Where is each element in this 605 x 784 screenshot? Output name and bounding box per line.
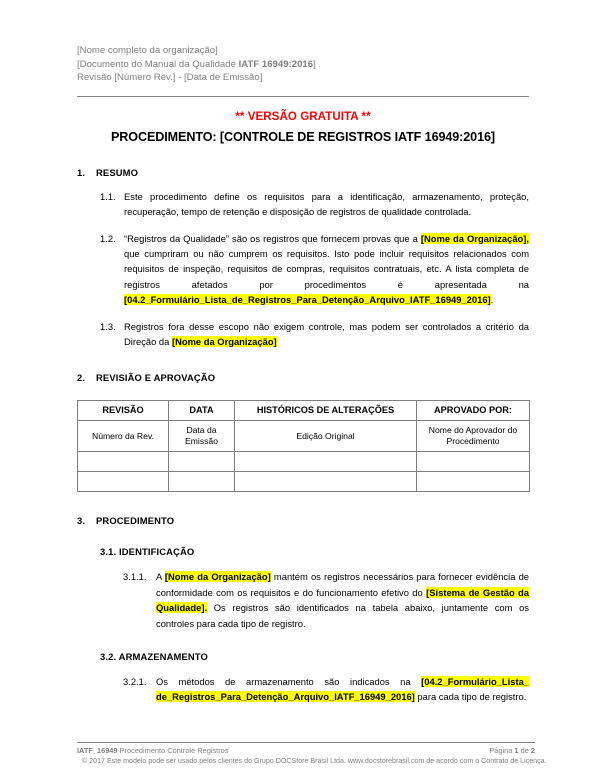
- footer-copyright: © 2017 Este modelo pode ser usado pelos clientes do Grupo DOCStore Brasil Ltda. www.docstorebrasil.com de acordo com o Contrato de Licença.: [82, 756, 547, 765]
- footer-page-pre: Página: [489, 746, 515, 755]
- table-row: [78, 472, 530, 492]
- cell-revisao-2: [78, 452, 169, 472]
- cell-historicos-2: [235, 452, 417, 472]
- cell-revisao-3: [78, 472, 169, 492]
- table-row: [78, 452, 530, 472]
- p12-segment-a: “Registros da Qualidade” são os registros que fornecem provas que a: [124, 232, 421, 244]
- table-col-revisao: REVISÃO: [78, 401, 169, 421]
- table-col-data: DATA: [169, 401, 235, 421]
- header-manual-line: [77, 58, 529, 72]
- paragraph-1-1-text: Este procedimento define os requisitos para a identificação, armazenamento, proteção, recuperação, tempo de retenção e disposição de registros de qualidade controlada.: [124, 190, 529, 218]
- title-block: [77, 111, 529, 144]
- p311-segment-a: A: [156, 571, 165, 583]
- section-3-number: 3.: [77, 515, 86, 527]
- section-1-number: 1.: [77, 166, 86, 178]
- cell-data-2: [169, 452, 235, 472]
- p321-highlight-form: [04.2_Formulário_Lista_ de_Registros_Para_Detenção_Arquivo_IATF_16949_2016]: [156, 676, 529, 703]
- header-manual-post: ]: [313, 58, 316, 70]
- footer-page-total: 2: [530, 746, 535, 755]
- table-col-aprovado: APROVADO POR:: [417, 401, 530, 421]
- cell-aprovado-2: [417, 452, 530, 472]
- cell-data-3: [169, 472, 235, 492]
- p12-highlight-org: [Nome da Organização],: [420, 232, 529, 244]
- header-org-line: [Nome completo da organização]: [77, 45, 218, 56]
- p311-segment-c: Os registros são identificados na tabela abaixo, juntamente com os controles para cada tipo de registro.: [156, 602, 529, 629]
- cell-data-1: Data da Emissão: [169, 421, 235, 452]
- document-header: [77, 44, 529, 85]
- p12-segment-b: que cumpriram ou não cumprem os requisitos. Isto pode incluir requisitos relacionados com requisitos de inspeção, requisitos de compras, requisitos contratuais, etc. A lista completa de registros afetados por procedimentos é apresentada na: [124, 248, 529, 290]
- p311-highlight-sgq: [Sistema de Gestão da Qualidade].: [156, 586, 529, 614]
- section-2-label: REVISIÃO E APROVAÇÃO: [96, 372, 216, 384]
- section-heading-3-1: 3.1. IDENTIFICAÇÃO: [100, 546, 195, 558]
- free-version-banner: ** VERSÃO GRATUITA **: [235, 110, 371, 123]
- cell-aprovado-1: Nome do Aprovador do Procedimento: [417, 421, 530, 452]
- section-1-label: RESUMO: [96, 166, 139, 178]
- paragraph-3-2-1: [123, 674, 529, 705]
- table-header-row: [78, 401, 530, 421]
- cell-historicos-3: [235, 472, 417, 492]
- header-standard-code: IATF 16949:2016: [238, 58, 314, 70]
- paragraph-1-2: [100, 231, 529, 308]
- footer-page-current: 1: [514, 746, 519, 755]
- p13-segment-a: Registros fora desse escopo não exigem controle, mas podem ser controlados a critério da Direção da: [124, 320, 529, 348]
- cell-aprovado-3: [417, 472, 530, 492]
- cell-historicos-1: Edição Original: [235, 421, 417, 452]
- table-row: [78, 421, 530, 452]
- p12-highlight-form: [04.2_Formulário_Lista_de_Registros_Para_Detenção_Arquivo_IATF_16949_2016]: [124, 294, 491, 306]
- footer-page-number: [489, 746, 535, 756]
- header-manual-pre: [Documento do Manual da Qualidade: [77, 58, 239, 70]
- header-divider: [77, 96, 529, 97]
- footer-doc-name: Procedimento Controle Registros: [117, 746, 229, 755]
- section-heading-3-2: 3.2. ARMAZENAMENTO: [100, 651, 208, 663]
- paragraph-1-3-number: 1.3.: [100, 320, 116, 332]
- header-revision-line: Revisão [Número Rev.] - [Data de Emissão]: [77, 72, 263, 84]
- p13-highlight-org: [Nome da Organização]: [171, 336, 277, 348]
- footer-main-row: [77, 746, 535, 756]
- footer-page-mid: de: [518, 746, 531, 755]
- section-heading-2: [77, 372, 529, 383]
- revision-approval-table: [77, 400, 530, 492]
- footer-doc-reference: [77, 746, 228, 756]
- table-col-historicos: HISTÓRICOS DE ALTERAÇÕES: [235, 401, 417, 421]
- p311-segment-b: mantém os registros necessários para fornecer evidência de conformidade com os requisitos e do funcionamento efetivo do: [156, 571, 529, 598]
- footer-divider: [77, 742, 535, 743]
- paragraph-3-1-1-number: 3.1.1.: [123, 571, 147, 583]
- paragraph-1-3-text: [124, 319, 529, 350]
- paragraph-3-2-1-text: [156, 674, 529, 705]
- page-title: PROCEDIMENTO: [CONTROLE DE REGISTROS IATF 16949:2016]: [110, 129, 495, 144]
- p12-segment-c: .: [490, 294, 494, 306]
- footer-doc-code: IATF_16949: [77, 746, 118, 755]
- p311-highlight-org: [Nome da Organização]: [164, 571, 271, 583]
- paragraph-1-1-number: 1.1.: [100, 190, 116, 202]
- revision-table-wrapper: [77, 400, 529, 492]
- p321-segment-a: Os métodos de armazenamento são indicados na: [156, 676, 422, 688]
- paragraph-3-1-1: [123, 569, 529, 631]
- paragraph-1-1: [100, 189, 529, 220]
- paragraph-1-2-text: [124, 231, 529, 308]
- section-heading-3: [77, 515, 529, 526]
- paragraph-1-2-number: 1.2.: [100, 232, 116, 244]
- paragraph-1-3: [100, 319, 529, 350]
- paragraph-3-1-1-text: [156, 569, 529, 631]
- cell-revisao-1: Número da Rev.: [78, 421, 169, 452]
- document-content: [77, 44, 529, 705]
- paragraph-3-2-1-number: 3.2.1.: [123, 676, 147, 688]
- section-3-label: PROCEDIMENTO: [96, 515, 175, 527]
- p321-segment-b: para cada tipo de registro.: [414, 691, 527, 703]
- document-footer: [77, 742, 547, 766]
- section-heading-1: [77, 167, 529, 178]
- section-2-number: 2.: [77, 372, 86, 384]
